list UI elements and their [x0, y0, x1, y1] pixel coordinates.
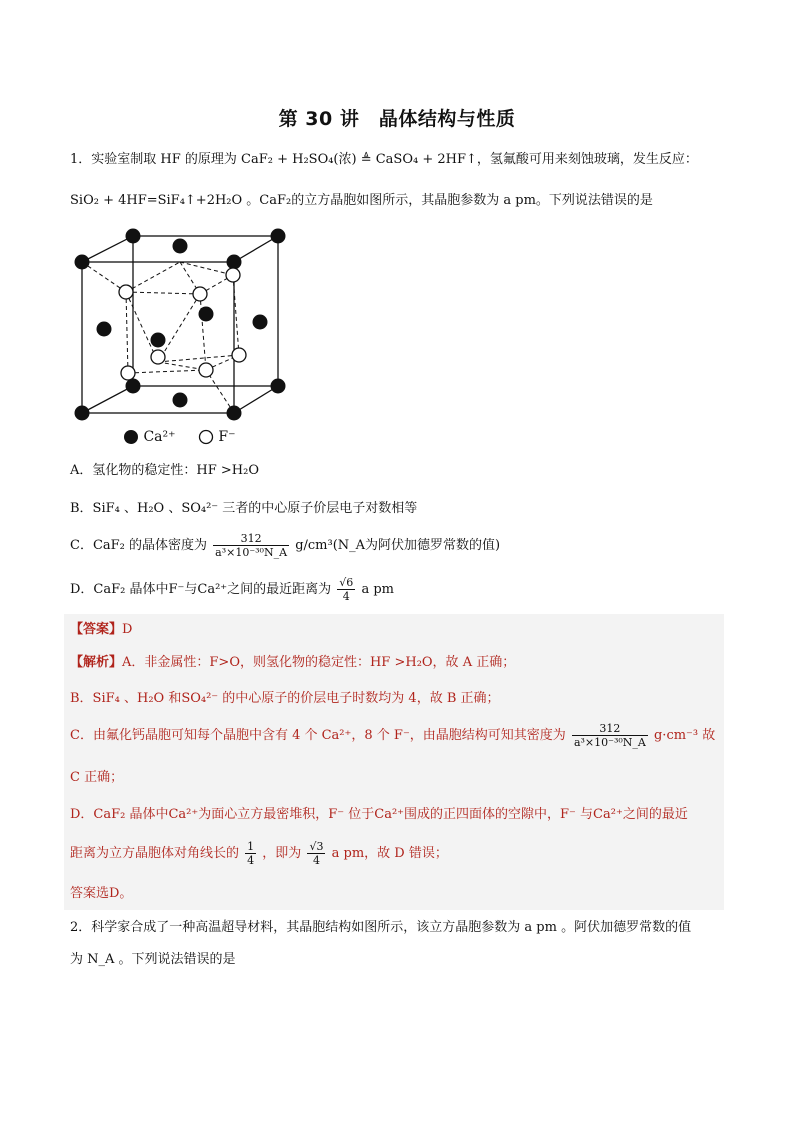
option-c-prefix: C．CaF₂ 的晶体密度为	[70, 538, 208, 553]
option-b: B．SiF₄ 、H₂O 、SO₄²⁻ 三者的中心原子价层电子对数相等	[70, 501, 418, 516]
page-title: 第 30 讲 晶体结构与性质	[278, 108, 516, 130]
option-d-denominator: 4	[342, 590, 350, 603]
option-c-suffix: g/cm³(N_A为阿伏加德罗常数的值)	[295, 538, 501, 553]
option-d-suffix: a pm	[361, 582, 394, 597]
answer-value: D	[122, 622, 133, 637]
option-c-denominator: a³×10⁻³⁰N_A	[215, 546, 288, 559]
analysis-c-prefix: C．由氟化钙晶胞可知每个晶胞中含有 4 个 Ca²⁺，8 个 F⁻，由晶胞结构可知其密度为	[70, 728, 566, 743]
analysis-c-fraction	[572, 722, 648, 749]
analysis-d2-prefix: 距离为立方晶胞体对角线长的	[70, 846, 240, 861]
figure-legend	[123, 429, 236, 445]
answer-line	[70, 620, 132, 640]
f-ion-marker-icon	[198, 429, 214, 445]
analysis-conclusion: 答案选D。	[70, 886, 133, 901]
answer-label: 【答案】	[70, 622, 123, 637]
caf2-unit-cell-figure	[68, 222, 298, 452]
option-c-fraction	[213, 532, 289, 559]
ca-ion-marker-icon	[123, 429, 139, 445]
option-d-prefix: D．CaF₂ 晶体中F⁻与Ca²⁺之间的最近距离为	[70, 582, 332, 597]
q1-stem-line2: SiO₂ + 4HF=SiF₄↑+2H₂O 。CaF₂的立方晶胞如图所示，其晶胞参数为 a pm。下列说法错误的是	[70, 193, 653, 208]
option-c-numerator: 312	[213, 532, 289, 546]
analysis-c-denominator: a³×10⁻³⁰N_A	[573, 736, 646, 749]
option-c	[70, 532, 500, 559]
option-d	[70, 576, 394, 603]
analysis-d2-middle: ，即为	[262, 846, 302, 861]
option-d-numerator: √6	[339, 576, 354, 589]
analysis-line-c2: C 正确；	[70, 770, 124, 785]
analysis-d2-distance-numerator: √3	[309, 840, 324, 853]
analysis-line-c	[70, 722, 715, 749]
q1-stem-line1: 1．实验室制取 HF 的原理为 CaF₂ + H₂SO₄(浓) ≜ CaSO₄ + 2HF↑，氢氟酸可用来刻蚀玻璃，发生反应：	[70, 152, 698, 167]
analysis-line-a	[70, 653, 515, 673]
analysis-a-text: A．非金属性：F>O，则氢化物的稳定性：HF >H₂O，故 A 正确；	[122, 655, 516, 670]
analysis-d2-quarter-denominator: 4	[247, 854, 255, 867]
analysis-line-b: B．SiF₄ 、H₂O 和SO₄²⁻ 的中心原子的价层电子时数均为 4，故 B 正确；	[70, 691, 500, 706]
analysis-c-suffix: g·cm⁻³ 故	[653, 728, 716, 743]
analysis-d2-quarter-numerator: 1	[247, 840, 255, 853]
analysis-line-d2	[70, 840, 448, 867]
q2-stem-line2: 为 N_A 。下列说法错误的是	[70, 952, 236, 967]
legend-ca-label: Ca²⁺	[143, 429, 176, 445]
q2-stem-line1: 2．科学家合成了一种高温超导材料，其晶胞结构如图所示，该立方晶胞参数为 a pm 。阿伏加德罗常数的值	[70, 920, 692, 935]
option-a: A．氢化物的稳定性：HF >H₂O	[70, 463, 259, 478]
analysis-d2-suffix: a pm，故 D 错误；	[331, 846, 448, 861]
analysis-d2-fraction-distance	[307, 840, 325, 867]
analysis-d2-fraction-quarter	[245, 840, 256, 867]
analysis-label: 【解析】	[70, 655, 123, 670]
option-d-fraction	[337, 576, 355, 603]
analysis-c-numerator: 312	[572, 722, 648, 736]
analysis-d2-distance-denominator: 4	[312, 854, 320, 867]
legend-f-label: F⁻	[218, 429, 236, 445]
analysis-line-d1: D．CaF₂ 晶体中Ca²⁺为面心立方最密堆积，F⁻ 位于Ca²⁺围成的正四面体的空隙中，F⁻ 与Ca²⁺之间的最近	[70, 807, 688, 822]
